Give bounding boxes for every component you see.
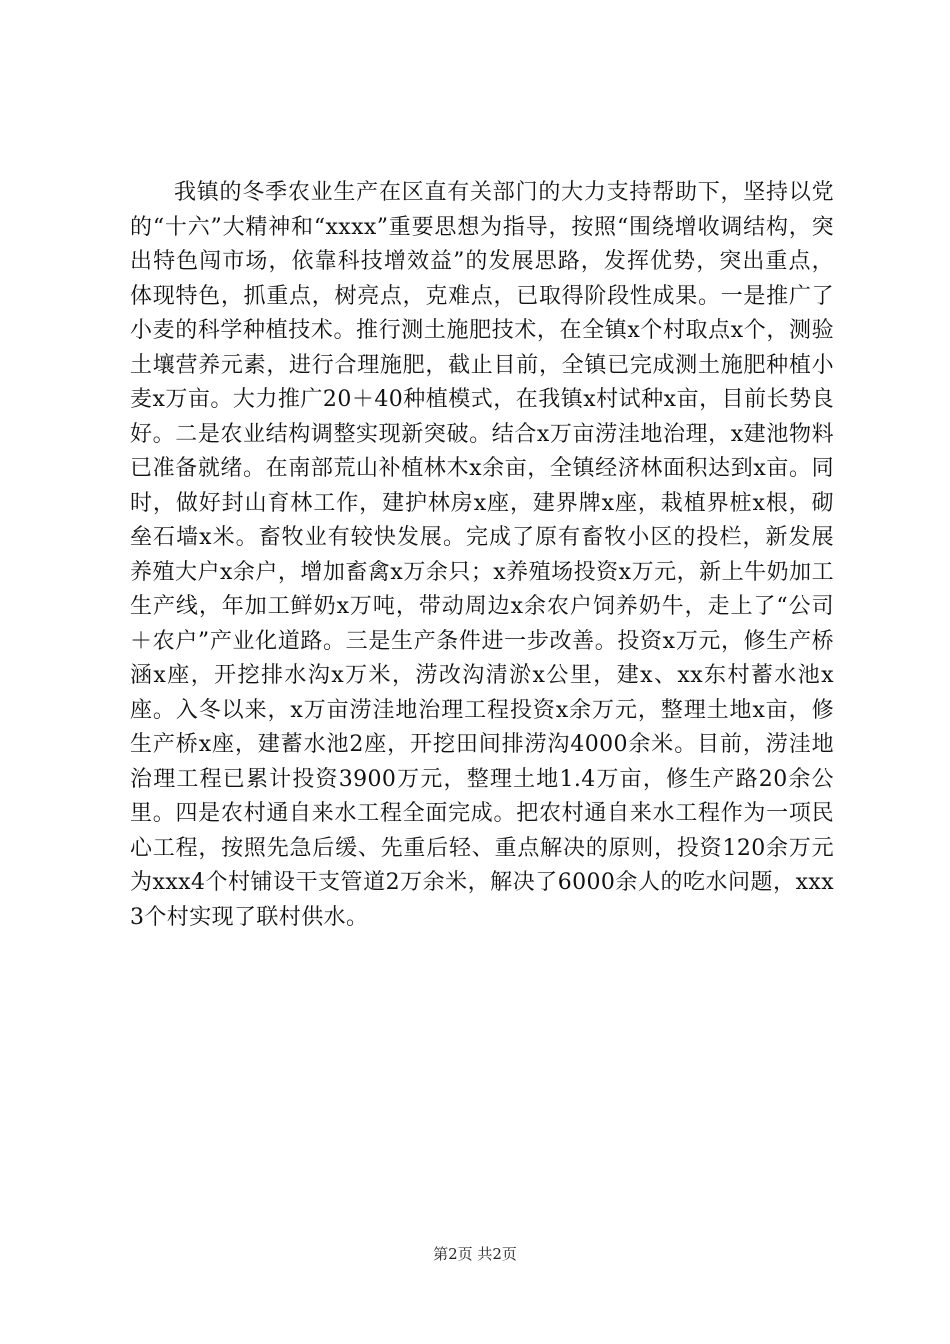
page-footer: 第2页 共2页 xyxy=(433,1245,517,1263)
body-paragraph: 我镇的冬季农业生产在区直有关部门的大力支持帮助下，坚持以党的“十六”大精神和“xxxx”重要思想为指导，按照“围绕增收调结构，突出特色闯市场，依靠科技增效益”的发展思路，发挥优势，突出重点，体现特色，抓重点，树亮点，克难点，已取得阶段性成果。一是推广了小麦的科学种植技术。推行测土施肥技术，在全镇x个村取点x个，测验土壤营养元素，进行合理施肥，截止目前，全镇已完成测土施肥种植小麦x万亩。大力推广20＋40种植模式，在我镇x村试种x亩，目前长势良好。二是农业结构调整实现新突破。结合x万亩涝洼地治理，x建池物料已准备就绪。在南部荒山补植林木x余亩，全镇经济林面积达到x亩。同时，做好封山育林工作，建护林房x座，建界牌x座，栽植界桩x根，砌垒石墙x米。畜牧业有较快发展。完成了原有畜牧小区的投栏，新发展养殖大户x余户，增加畜禽x万余只；x养殖场投资x万元，新上牛奶加工生产线，年加工鲜奶x万吨，带动周边x余农户饲养奶牛，走上了“公司＋农户”产业化道路。三是生产条件进一步改善。投资x万元，修生产桥涵x座，开挖排水沟x万米，涝改沟清淤x公里，建x、xx东村蓄水池x座。入冬以来，x万亩涝洼地治理工程投资x余万元，整理土地x亩，修生产桥x座，建蓄水池2座，开挖田间排涝沟4000余米。目前，涝洼地治理工程已累计投资3900万元，整理土地1.4万亩，修生产路20余公里。四是农村通自来水工程全面完成。把农村通自来水工程作为一项民心工程，按照先急后缓、先重后轻、重点解决的原则，投资120余万元为xxx4个村铺设干支管道2万余米，解决了6000余人的吃水问题，xxx3个村实现了联村供水。 xyxy=(130,180,834,930)
